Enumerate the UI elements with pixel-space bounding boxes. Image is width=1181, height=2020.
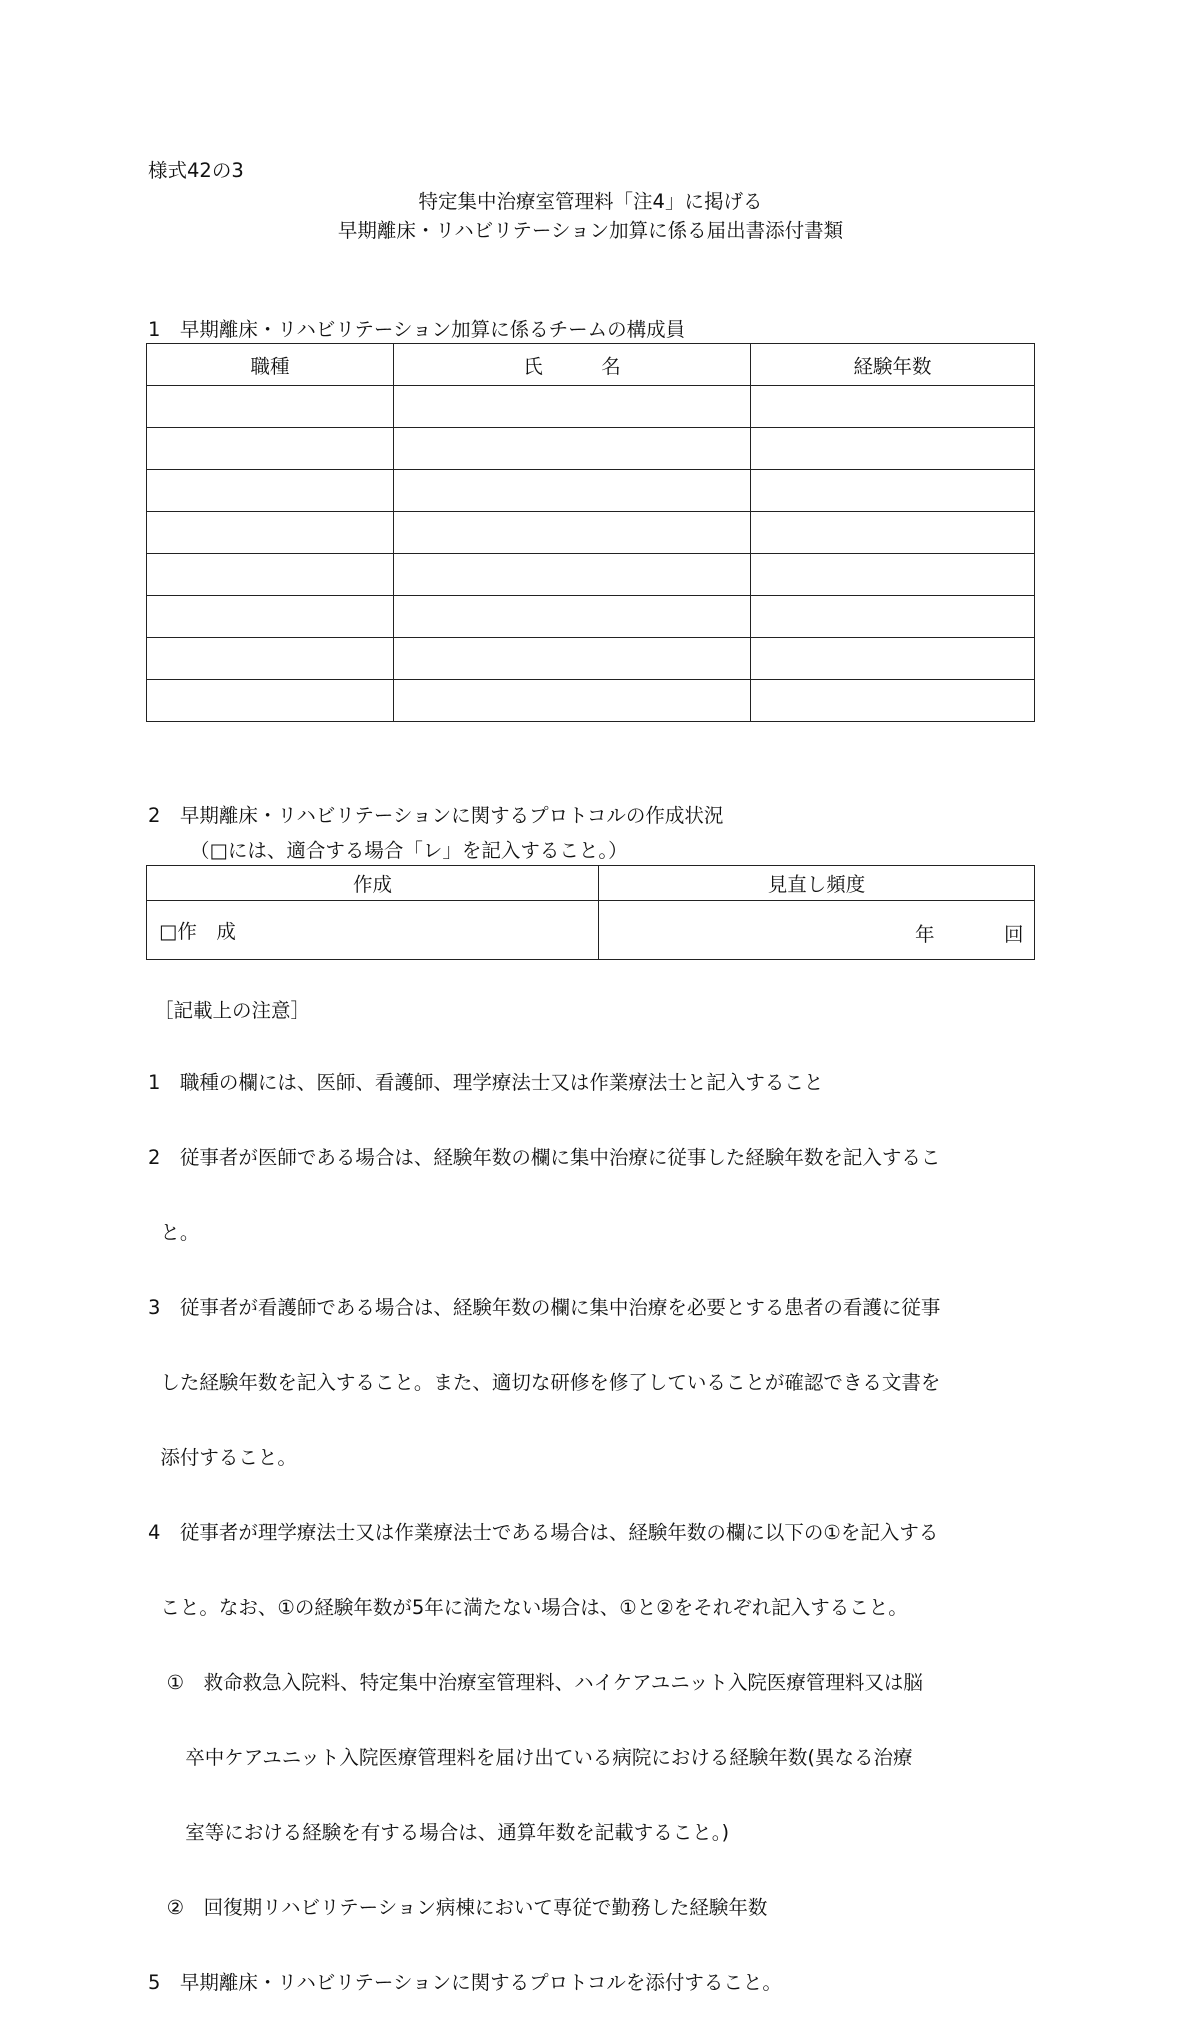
note-line: ① 救命救急入院料、特定集中治療室管理料、ハイケアユニット入院医療管理料又は脳 [148, 1671, 923, 1694]
years-cell[interactable] [751, 680, 1035, 722]
years-cell[interactable] [751, 470, 1035, 512]
header-job-type: 職種 [147, 344, 394, 386]
note-line: 4 従事者が理学療法士又は作業療法士である場合は、経験年数の欄に以下の①を記入する [148, 1521, 939, 1544]
created-checkbox[interactable]: □作 成 [147, 901, 599, 960]
note-line: 卒中ケアユニット入院医療管理料を届け出ている病院における経験年数(異なる治療 [148, 1746, 913, 1769]
name-cell[interactable] [394, 638, 751, 680]
job-type-cell[interactable] [147, 386, 394, 428]
table-row [147, 512, 1035, 554]
years-cell[interactable] [751, 428, 1035, 470]
table-row [147, 680, 1035, 722]
note-line: 5 早期離床・リハビリテーションに関するプロトコルを添付すること。 [148, 1971, 782, 1994]
note-line: ② 回復期リハビリテーション病棟において専従で勤務した経験年数 [148, 1896, 768, 1919]
table-row [147, 596, 1035, 638]
note-line: 1 職種の欄には、医師、看護師、理学療法士又は作業療法士と記入すること [148, 1071, 824, 1094]
table-row [147, 901, 1035, 960]
note-line: 室等における経験を有する場合は、通算年数を記載すること。) [148, 1821, 730, 1844]
table-row [147, 470, 1035, 512]
job-type-cell[interactable] [147, 470, 394, 512]
years-cell[interactable] [751, 386, 1035, 428]
protocol-table [146, 865, 1035, 960]
job-type-cell[interactable] [147, 428, 394, 470]
name-cell[interactable] [394, 680, 751, 722]
section2-instruction: （□には、適合する場合「レ」を記入すること。） [190, 839, 628, 862]
header-name: 氏 名 [394, 344, 751, 386]
job-type-cell[interactable] [147, 554, 394, 596]
note-line: 添付すること。 [148, 1446, 297, 1469]
header-created: 作成 [147, 866, 599, 901]
table-row [147, 386, 1035, 428]
table-header-row [147, 344, 1035, 386]
name-cell[interactable] [394, 428, 751, 470]
header-review-frequency: 見直し頻度 [599, 866, 1035, 901]
job-type-cell[interactable] [147, 638, 394, 680]
job-type-cell[interactable] [147, 680, 394, 722]
name-cell[interactable] [394, 512, 751, 554]
note-line: 2 従事者が医師である場合は、経験年数の欄に集中治療に従事した経験年数を記入するこ [148, 1146, 941, 1169]
job-type-cell[interactable] [147, 596, 394, 638]
note-line: した経験年数を記入すること。また、適切な研修を修了していることが確認できる文書を [148, 1371, 941, 1394]
name-cell[interactable] [394, 470, 751, 512]
name-cell[interactable] [394, 554, 751, 596]
notes-list [148, 1020, 940, 2020]
note-line: 3 従事者が看護師である場合は、経験年数の欄に集中治療を必要とする患者の看護に従事 [148, 1296, 941, 1319]
name-cell[interactable] [394, 596, 751, 638]
year-label: 年 [915, 923, 935, 946]
title-line-2: 早期離床・リハビリテーション加算に係る届出書添付書類 [337, 219, 844, 242]
note-line: と。 [148, 1221, 200, 1244]
title-line-1: 特定集中治療室管理料「注4」に掲げる [418, 190, 763, 213]
job-type-cell[interactable] [147, 512, 394, 554]
name-cell[interactable] [394, 386, 751, 428]
header-years-experience: 経験年数 [751, 344, 1035, 386]
section2-heading: 2 早期離床・リハビリテーションに関するプロトコルの作成状況 [148, 804, 724, 827]
table-row [147, 554, 1035, 596]
table-row [147, 638, 1035, 680]
years-cell[interactable] [751, 512, 1035, 554]
years-cell[interactable] [751, 596, 1035, 638]
table-row [147, 428, 1035, 470]
form-id: 様式42の3 [148, 159, 244, 182]
notes-heading: ［記載上の注意］ [154, 999, 311, 1022]
times-label: 回 [1004, 923, 1024, 946]
section1-heading: 1 早期離床・リハビリテーション加算に係るチームの構成員 [148, 318, 686, 341]
years-cell[interactable] [751, 638, 1035, 680]
years-cell[interactable] [751, 554, 1035, 596]
review-frequency-cell[interactable] [599, 901, 1035, 960]
table-header-row [147, 866, 1035, 901]
note-line: こと。なお、①の経験年数が5年に満たない場合は、①と②をそれぞれ記入すること。 [148, 1596, 908, 1619]
team-members-table [146, 343, 1035, 722]
